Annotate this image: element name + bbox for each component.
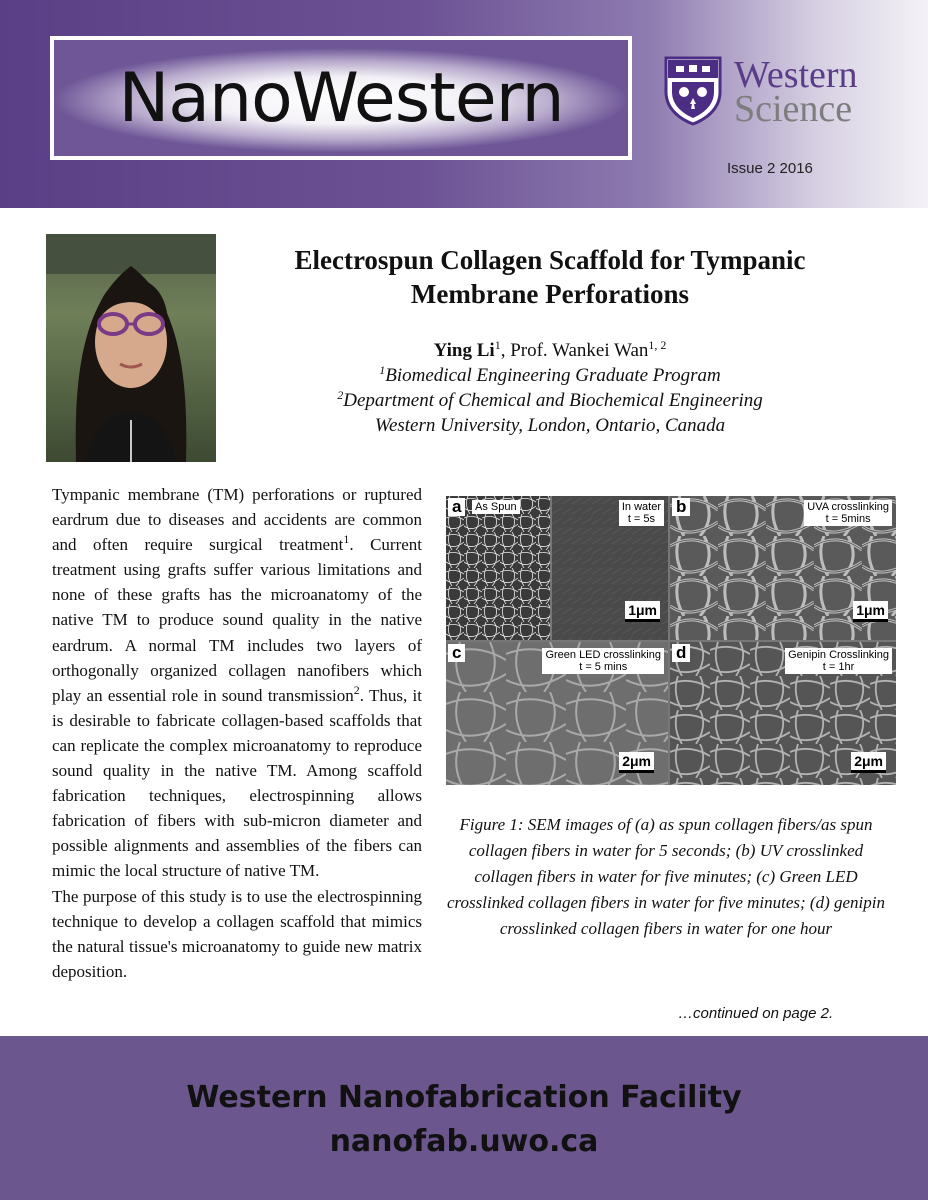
sem-image-as-spun	[446, 496, 550, 640]
scale-bar-c: 2μm	[619, 752, 654, 773]
author-block	[232, 338, 868, 438]
figure-caption: Figure 1: SEM images of (a) as spun collagen fibers/as spun collagen fibers in water for 5 seconds; (b) UV crosslinked collagen fibers in water for five minutes; (c) Green LED crosslinked collagen fibers in water for five minutes; (d) genipin crosslinked collagen fibers in water for one hour	[447, 815, 885, 938]
affiliation-1: $^1$Biomedical Engineering Graduate Program	[379, 363, 721, 386]
masthead-title: NanoWestern	[118, 58, 564, 138]
panel-label-genipin: Genipin Crosslinking t = 1hr	[785, 648, 892, 674]
panel-letter-b: b	[672, 498, 690, 516]
continued-note: …continued on page 2.	[678, 1005, 834, 1022]
scale-bar-b: 1μm	[853, 601, 888, 622]
author-line: Ying Li$^1$, Prof. Wankei Wan$^{1, 2}$	[433, 338, 667, 361]
figure-panel-b	[670, 496, 896, 640]
figure-panel-d	[670, 642, 896, 785]
footer-banner	[0, 1036, 928, 1200]
shield-icon	[664, 56, 722, 126]
issue-label: Issue 2 2016	[727, 160, 813, 177]
masthead-banner	[0, 0, 928, 208]
panel-label-green-led: Green LED crosslinking t = 5 mins	[542, 648, 664, 674]
panel-label-as-spun: As Spun	[472, 500, 520, 514]
logo-text-western: Western	[734, 54, 858, 96]
panel-letter-c: c	[448, 644, 465, 662]
panel-label-in-water: In water t = 5s	[619, 500, 664, 526]
logo-text-science: Science	[734, 88, 853, 130]
figure-panel-a-as-spun	[446, 496, 550, 640]
affiliation-location: Western University, London, Ontario, Canada	[374, 415, 726, 436]
article-body	[52, 482, 422, 984]
masthead-frame	[50, 36, 632, 160]
affiliation-2: $^2$Department of Chemical and Biochemical Engineering	[337, 388, 763, 411]
scale-bar-a: 1μm	[625, 601, 660, 622]
western-science-logo	[664, 56, 894, 136]
panel-label-uva: UVA crosslinking t = 5mins	[804, 500, 892, 526]
article-title: Electrospun Collagen Scaffold for Tympanic Membrane Perforations	[294, 245, 806, 309]
figure-panel-a-in-water	[552, 496, 668, 640]
footer-website-link[interactable]: nanofab.uwo.ca	[329, 1124, 599, 1159]
body-paragraph-2: The purpose of this study is to use the electrospinning technique to develop a collagen scaffold that mimics the natural tissue's microanatomy to guide new matrix deposition.	[52, 886, 422, 981]
sem-figure	[446, 496, 896, 785]
author-photo	[46, 234, 216, 462]
panel-letter-a: a	[448, 498, 465, 516]
footer-facility-name: Western Nanofabrication Facility	[186, 1080, 742, 1115]
panel-letter-d: d	[672, 644, 690, 662]
figure-panel-c	[446, 642, 668, 785]
scale-bar-d: 2μm	[851, 752, 886, 773]
body-paragraph-1: Tympanic membrane (TM) perforations or ruptured eardrum due to diseases and accidents are common and often require surgical treatment$^1$. Current treatment using grafts suffer various limitations and none of these grafts has the microanatomy of the native TM to produce sound quality in the native eardrum. A normal TM includes two layers of orthogonally organized collagen nanofibers which play an essential role in sound transmission$^2$. Thus, it is desirable to fabricate collagen-based scaffolds that can replicate the complex microanatomy to reproduce sound quality in the native TM. Among scaffold fabrication techniques, electrospinning allows fabrication of fibers with sub-micron diameter and possible alignments and assemblies of the fibers can mimic the local structure of native TM.	[52, 485, 422, 881]
